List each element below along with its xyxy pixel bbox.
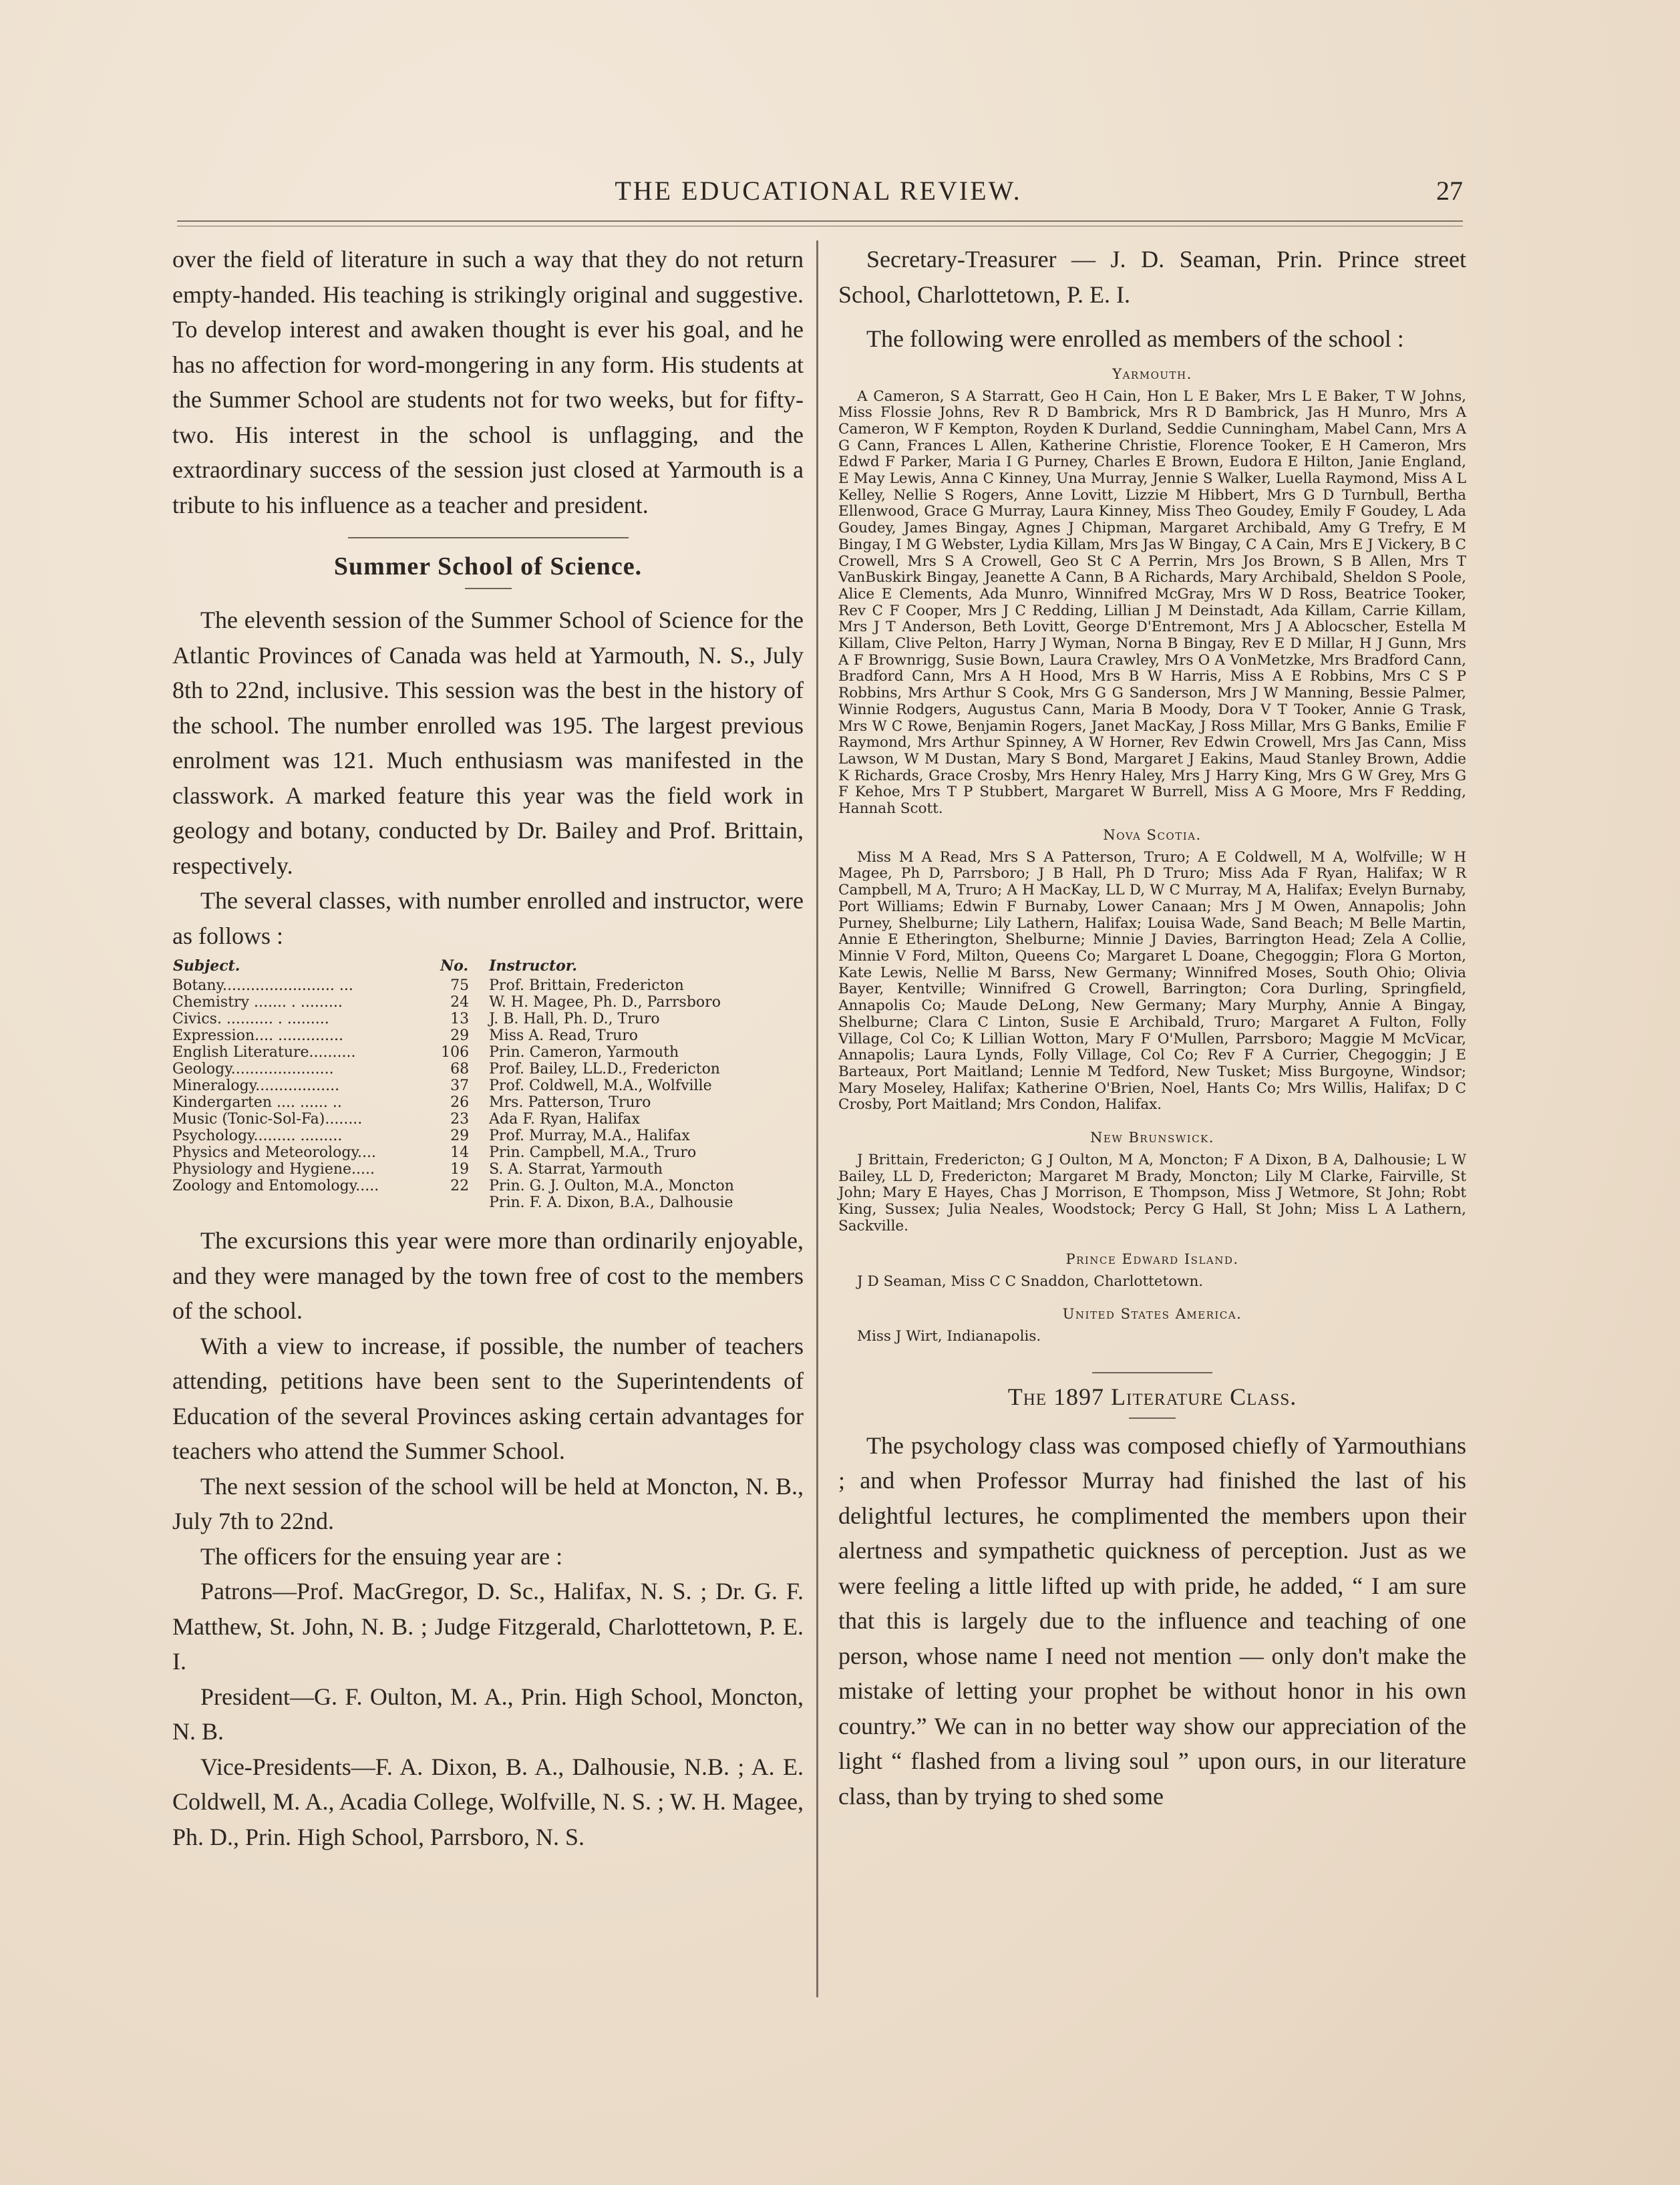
- cell-no: 26: [450, 1094, 470, 1111]
- header-rule: [177, 220, 1463, 222]
- cell-instructor: Prof. Coldwell, M.A., Wolfville: [489, 1077, 712, 1094]
- cell-subject: Botany........................ ...: [172, 977, 353, 994]
- table-row: [172, 1011, 804, 1027]
- region-title-yarmouth: Yarmouth.: [1112, 365, 1192, 382]
- cell-subject: Expression.... ..............: [172, 1027, 343, 1044]
- cell-instructor: Prin. Cameron, Yarmouth: [489, 1044, 679, 1061]
- paragraph: The excursions this year were more than ordinarily enjoyable, and they were managed by the town free of cost to the members of the school.: [172, 1227, 804, 1324]
- member-list-yarmouth: A Cameron, S A Starratt, Geo H Cain, Hon L E Baker, Mrs L E Baker, T W Johns, Miss Flossie Johns, Rev R D Bambrick, Mrs R D Bambrick, Jas H Munro, Mrs A Cameron, W F Kempton, Royden K Durland, Seddie Cunningham, Mabel Cann, Mrs A G Cann, Frances L Allen, Katherine Christie, Florence Tooker, E H Cameron, Mrs Edwd F Parker, Maria I G Purney, Charles E Brown, Eudora E Hilton, Janie England, E May Lewis, Anna C Kinney, Una Murray, Jennie S Walker, Luella Raymond, Miss A L Kelley, Nellie S Rogers, Anne Lovitt, Lizzie M Hibbert, Mrs G D Turnbull, Bertha Ellenwood, Grace G Murray, Laura Kinney, Miss Theo Goudey, Emily F Goudey, L Ada Goudey, James Bingay, Agnes J Chipman, Margaret Archibald, Amy G Trefry, E M Bingay, I M G Webster, Lydia Killam, Mrs Jas W Bingay, C A Cain, Mrs E J Vickery, B C Crowell, Mrs S A Crowell, Geo St C A Perrin, Mrs Jos Brown, S B Allen, Mrs T VanBuskirk Bingay, Jeanette A Cann, B A Richards, Mary Archibald, Sheldon S Poole, Alice E Clements, Ada Munro, Winnifred McGray, Mrs W D Ross, Beatrice Tooker, Rev C F Cooper, Mrs J C Redding, Lillian J M Deinstadt, Ada Killam, Carrie Killam, Mrs J T Anderson, Beth Lovitt, George D'Entremont, Mrs J A Ablocscher, Estella M Killam, Clive Pelton, Harry J Wyman, Norna B Bingay, Rev E D Millar, H J Gunn, Mrs A F Brownrigg, Susie Bown, Laura Crawley, Mrs O A VonMetzke, Mrs Bradford Cann, Bradford Cann, Mrs A H Hood, Mrs B W Harris, Miss A E Robbins, Mrs C S P Robbins, Mrs Arthur S Cook, Mrs G G Sanderson, Mrs J W Manning, Bessie Palmer, Winnie Rodgers, Augustus Cann, Maria B Moody, Dora V T Tooker, Annie G Trask, Mrs W C Rowe, Benjamin Rogers, Janet MacKay, J Ross Millar, Mrs G Banks, Emilie F Raymond, Mrs Arthur Spinney, A W Horner, Rev Edwin Crowell, Mrs Jas Cann, Miss Lawson, W M Dustan, Mary S Bond, Margaret J Eakins, Maud Stanley Brown, Addie K Richards, Grace Crosby, Mrs Henry Haley, Mrs J Harry King, Mrs G W Grey, Mrs G F Kehoe, Mrs T P Stubbert, Margaret W Burrell, Miss A G Moore, Mrs F Redding, Hannah Scott.: [838, 387, 1466, 818]
- cell-no: 22: [450, 1178, 470, 1194]
- cell-no: 29: [450, 1128, 470, 1144]
- cell-instructor: J. B. Hall, Ph. D., Truro: [489, 1011, 660, 1027]
- col-header-subject: Subject.: [173, 957, 240, 975]
- table-row: [172, 1094, 804, 1111]
- cell-no: 13: [450, 1011, 470, 1027]
- cell-subject: Chemistry ....... . .........: [172, 994, 343, 1011]
- cell-instructor: Prof. Bailey, LL.D., Fredericton: [489, 1061, 720, 1077]
- cell-instructor: Prin. G. J. Oulton, M.A., Moncton Prin. F. A. Dixon, B.A., Dalhousie: [489, 1178, 734, 1211]
- paragraph: The eleventh session of the Summer School of Science for the Atlantic Provinces of Canada was held at Yarmouth, N. S., July 8th to 22nd, inclusive. This session was the best in the history of the school. The number enrolled was 195. The largest previous enrolment was 121. Much enthusiasm was manifested in the classwork. A marked feature this year was the field work in geology and botany, conducted by Dr. Bailey and Prof. Brittain, respectively.: [172, 607, 804, 879]
- col-header-instructor: Instructor.: [489, 957, 578, 975]
- col-header-no: No.: [440, 957, 469, 975]
- title-dash: [465, 588, 512, 589]
- table-row: [172, 977, 804, 994]
- table-row: [172, 1144, 804, 1161]
- cell-no: 23: [450, 1111, 470, 1128]
- cell-no: 29: [450, 1027, 470, 1044]
- table-header-row: [172, 957, 804, 977]
- right-column: [838, 242, 1466, 1814]
- table-row: [172, 994, 804, 1011]
- paragraph: The officers for the ensuing year are :: [200, 1542, 563, 1570]
- table-row: [172, 1178, 804, 1211]
- cell-no: 19: [450, 1161, 470, 1178]
- running-title: THE EDUCATIONAL REVIEW.: [615, 176, 1022, 206]
- cell-no: 24: [450, 994, 470, 1011]
- paragraph: The several classes, with number enrolled and instructor, were as follows :: [172, 887, 804, 949]
- paragraph: Vice-Presidents—F. A. Dixon, B. A., Dalhousie, N.B. ; A. E. Coldwell, M. A., Acadia College, Wolfville, N. S. ; W. H. Magee, Ph. D., Prin. High School, Parrsboro, N. S.: [172, 1753, 804, 1850]
- paragraph: Patrons—Prof. MacGregor, D. Sc., Halifax, N. S. ; Dr. G. F. Matthew, St. John, N. B. ; Judge Fitzgerald, Charlottetown, P. E. I.: [172, 1578, 804, 1675]
- cell-subject: Mineralogy..................: [172, 1077, 340, 1094]
- intro-paragraph: over the field of literature in such a way that they do not return empty-handed. His teaching is strikingly original and suggestive. To develop interest and awaken thought is ever his goal, and he has no affection for word-mongering in any form. His students at the Summer School are students not for two weeks, but for fifty-two. His interest in the school is unflagging, and the extraordinary success of the session just closed at Yarmouth is a tribute to his influence as a teacher and president.: [172, 246, 804, 518]
- paragraph: With a view to increase, if possible, the number of teachers attending, petitions have been sent to the Superintendents of Education of the several Provinces asking certain advantages for teachers who attend the Summer School.: [172, 1332, 804, 1464]
- table-row: [172, 1077, 804, 1094]
- region-title-pei: Prince Edward Island.: [1065, 1250, 1239, 1267]
- paragraph: President—G. F. Oulton, M. A., Prin. High School, Moncton, N. B.: [172, 1683, 804, 1745]
- table-row: [172, 1044, 804, 1061]
- page-number: 27: [1436, 176, 1463, 206]
- literature-class-title: The 1897 Literature Class.: [1007, 1383, 1297, 1410]
- cell-subject: Geology......................: [172, 1061, 334, 1077]
- section-divider: [1092, 1372, 1212, 1373]
- cell-subject: Zoology and Entomology.....: [172, 1178, 379, 1194]
- member-list-usa: Miss J Wirt, Indianapolis.: [857, 1328, 1041, 1345]
- classes-table: [172, 957, 804, 1211]
- cell-instructor: Ada F. Ryan, Halifax: [489, 1111, 640, 1128]
- cell-instructor: Prof. Murray, M.A., Halifax: [489, 1128, 690, 1144]
- cell-instructor: W. H. Magee, Ph. D., Parrsboro: [489, 994, 721, 1011]
- cell-instructor: Prin. Campbell, M.A., Truro: [489, 1144, 697, 1161]
- left-column: [172, 242, 804, 1854]
- cell-subject: Psychology......... .........: [172, 1128, 343, 1144]
- column-divider: [816, 240, 818, 1997]
- cell-subject: English Literature..........: [172, 1044, 356, 1061]
- member-list-new-brunswick: J Brittain, Fredericton; G J Oulton, M A, Moncton; F A Dixon, B A, Dalhousie; L W Bailey, LL D, Fredericton; Margaret M Brady, Moncton; Lily M Clarke, Fairville, St John; Mary E Hayes, Chas J Morrison, E Thompson, Miss J Wetmore, St John; Robt King, Sussex; Julia Neales, Woodstock; Percy G Hall, St John; Miss L A Lathern, Sackville.: [838, 1152, 1466, 1234]
- paragraph: The next session of the school will be held at Moncton, N. B., July 7th to 22nd.: [172, 1472, 804, 1534]
- member-list-nova-scotia: Miss M A Read, Mrs S A Patterson, Truro; A E Coldwell, M A, Wolfville; W H Magee, Ph D, Parrsboro; J B Hall, Ph D Truro; Miss Ada F Ryan, Halifax; W R Campbell, M A, Truro; A H MacKay, LL D, W C Murray, M A, Halifax; Evelyn Burnaby, Port Williams; Edwin F Burnaby, Lower Canaan; Mrs J M Owen, Annapolis; John Purney, Shelburne; Lily Lathern, Halifax; Louisa Wade, Sand Beach; M Belle Martin, Annie E Etherington, Shelburne; Minnie J Davies, Barrington Head; Zela A Collie, Minnie V Ford, Milton, Queens Co; Margaret L Doane, Chegoggin; Flora G Morton, Kate Lewis, Nellie M Barss, New Germany; Winnifred Moses, South Ohio; Olivia Bayer, Kentville; Winnifred G Crowell, Barrington; Cora Durling, Springfield, Annapolis Co; Maude DeLong, New Germany; Mary Murphy, Annie A Bingay, Shelburne; Clara C Linton, Susie E Archibald, Truro; Margaret A Fulton, Folly Village, Col Co; K Lillian Wotton, Mary F O'Mullen, Parrsboro; Maggie M McVicar, Annapolis; Laura Lynds, Folly Village, Col Co; Rev F A Currier, Chegoggin; J E Barteaux, Port Maitland; Lennie M Tedford, New Tusket; Miss Burgoyne, Windsor; Mary Moseley, Halifax; Katherine O'Brien, Noel, Hants Co; Mrs Willis, Halifax; D C Crosby, Port Maitland; Mrs Condon, Halifax.: [838, 848, 1466, 1114]
- table-row: [172, 1061, 804, 1077]
- secretary-paragraph: Secretary-Treasurer — J. D. Seaman, Prin. Prince street School, Charlottetown, P. E. I.: [838, 246, 1466, 308]
- cell-no: 75: [450, 977, 470, 994]
- section-divider: [348, 537, 629, 538]
- cell-no: 14: [450, 1144, 470, 1161]
- page-header: [174, 175, 1463, 215]
- cell-instructor: Mrs. Patterson, Truro: [489, 1094, 651, 1111]
- table-body: [172, 977, 804, 1211]
- cell-no: 37: [450, 1077, 470, 1094]
- cell-subject: Music (Tonic-Sol-Fa)........: [172, 1111, 363, 1128]
- table-row: [172, 1161, 804, 1178]
- cell-no: 106: [441, 1044, 470, 1061]
- cell-no: 68: [450, 1061, 470, 1077]
- literature-paragraph: The psychology class was composed chiefly of Yarmouthians ; and when Professor Murray had finished the last of his delightful lectures, he complimented the members upon their alertness and sympathetic quickness of perception. Just as we were feeling a little lifted up with pride, he added, “ I am sure that this is largely due to the influence and teaching of one person, whose name I need not mention — only don't make the mistake of letting your prophet be without honor in his own country.” We can in no better way show our appreciation of the light “ flashed from a living soul ” upon ours, in our literature class, than by trying to shed some: [838, 1432, 1466, 1810]
- cell-subject: Physiology and Hygiene.....: [172, 1161, 375, 1178]
- cell-subject: Civics. .......... . .........: [172, 1011, 329, 1027]
- enrolled-intro: The following were enrolled as members of the school :: [866, 325, 1404, 352]
- cell-instructor: S. A. Starrat, Yarmouth: [489, 1161, 663, 1178]
- table-row: [172, 1027, 804, 1044]
- cell-instructor: Miss A. Read, Truro: [489, 1027, 639, 1044]
- cell-instructor: Prof. Brittain, Fredericton: [489, 977, 684, 994]
- table-row: [172, 1128, 804, 1144]
- member-list-pei: J D Seaman, Miss C C Snaddon, Charlottetown.: [857, 1273, 1204, 1290]
- region-title-usa: United States America.: [1062, 1306, 1242, 1323]
- table-row: [172, 1111, 804, 1128]
- title-dash: [1129, 1417, 1176, 1419]
- section-title: Summer School of Science.: [333, 552, 643, 580]
- region-title-nova-scotia: Nova Scotia.: [1103, 826, 1202, 843]
- region-title-new-brunswick: New Brunswick.: [1090, 1130, 1214, 1146]
- cell-subject: Physics and Meteorology....: [172, 1144, 376, 1161]
- cell-subject: Kindergarten .... ...... ..: [172, 1094, 342, 1111]
